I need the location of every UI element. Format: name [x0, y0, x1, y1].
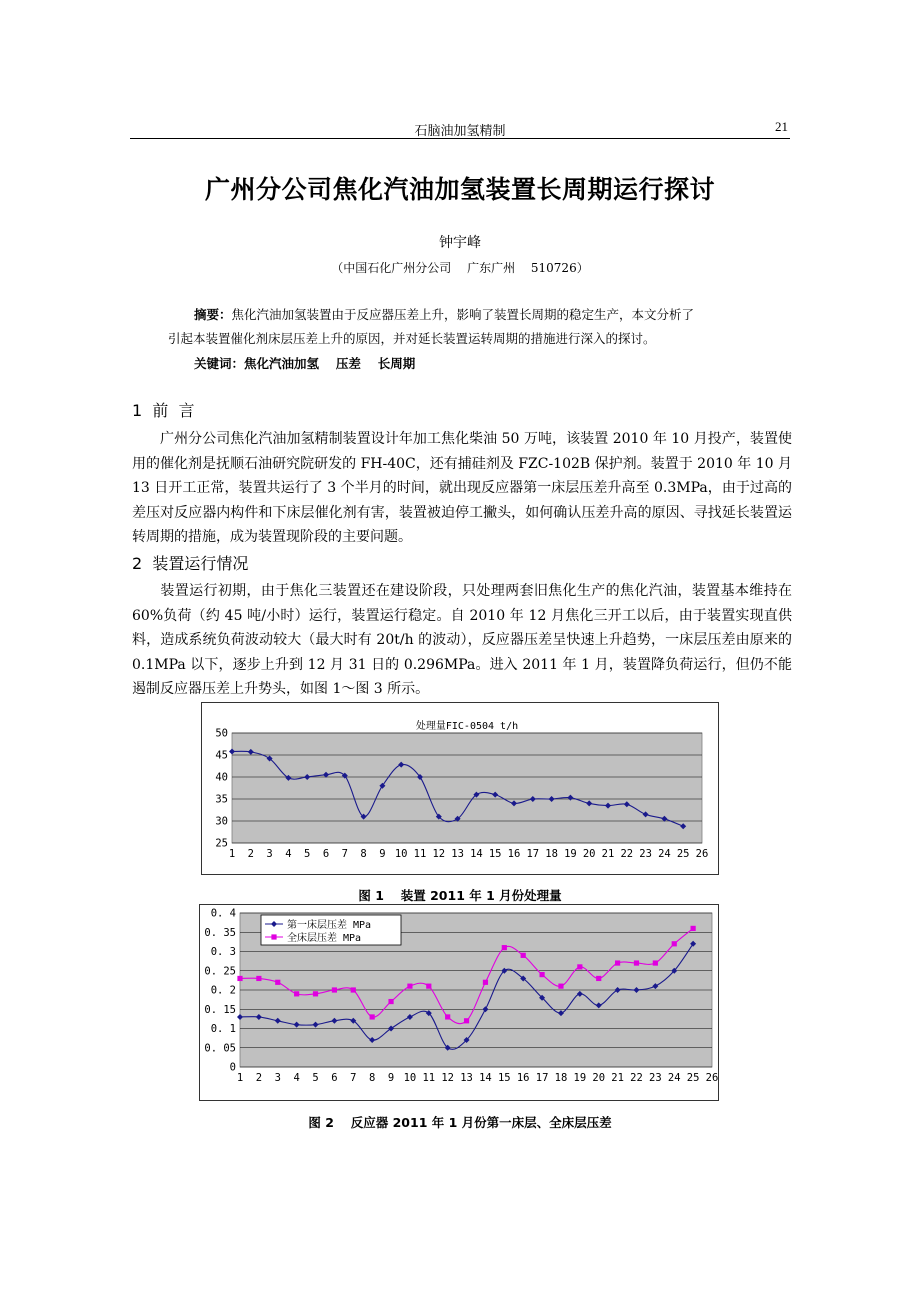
- figure-2-series-2-point: [691, 926, 696, 931]
- figure-2-x-tick-label: 4: [293, 1072, 300, 1084]
- figure-2-series-2-point: [615, 960, 620, 965]
- figure-1-x-tick-label: 12: [432, 848, 446, 860]
- abstract: [168, 303, 768, 351]
- affiliation: （中国石化广州分公司 广东广州 510726）: [331, 261, 589, 275]
- figure-2-x-tick-label: 10: [403, 1072, 417, 1084]
- figure-2-series-2-point: [521, 953, 526, 958]
- figure-2-series-2-point: [407, 984, 412, 989]
- figure-1-x-tick-label: 5: [304, 848, 311, 860]
- figure-1-x-tick-label: 3: [266, 848, 273, 860]
- figure-2-series-2-point: [275, 980, 280, 985]
- figure-2-y-tick-label: 0. 2: [210, 984, 236, 997]
- figure-2-x-tick-label: 2: [255, 1072, 263, 1084]
- figure-2-x-tick-label: 21: [611, 1072, 624, 1084]
- figure-1-x-tick-label: 16: [507, 848, 521, 860]
- figure-2-y-tick-label: 0. 1: [210, 1023, 236, 1035]
- figure-2-x-tick-label: 16: [516, 1072, 530, 1084]
- figure-2-y-tick-label: 0. 25: [204, 965, 236, 978]
- figure-2-x-tick-label: 18: [554, 1072, 568, 1084]
- figure-1-x-tick-label: 14: [470, 848, 483, 860]
- figure-2-series-2-point: [464, 1018, 469, 1023]
- figure-1-y-tick-label: 35: [215, 793, 228, 806]
- figure-2-x-tick-label: 22: [630, 1072, 643, 1084]
- author: 钟宇峰: [439, 235, 481, 251]
- figure-2-series-2-point: [483, 980, 488, 985]
- figure-1-caption: 图 1 装置 2011 年 1 月份处理量: [358, 888, 562, 903]
- figure-2-series-2-point: [388, 999, 393, 1004]
- figure-1-x-tick-label: 11: [413, 848, 427, 860]
- figure-1-x-tick-label: 26: [695, 848, 709, 860]
- figure-2-legend-label: 第一床层压差 MPa: [287, 920, 372, 931]
- figure-2-x-tick-label: 20: [592, 1072, 606, 1084]
- figure-2-series-2-point: [332, 987, 337, 992]
- figure-1-x-tick-label: 9: [379, 848, 386, 860]
- figure-1-y-tick-label: 25: [215, 837, 228, 850]
- section-2-paragraph: [132, 579, 792, 702]
- figure-2-x-tick-label: 8: [368, 1072, 376, 1084]
- figure-2-x-tick-label: 11: [422, 1072, 436, 1084]
- abstract-label: 摘要：: [194, 307, 232, 322]
- figure-2-series-2-point: [351, 987, 356, 992]
- figure-1-x-tick-label: 7: [341, 848, 348, 860]
- figure-1-x-tick-label: 24: [658, 848, 671, 860]
- figure-1-plot-area: [232, 733, 702, 843]
- figure-1-x-tick-label: 6: [322, 848, 330, 860]
- figure-2-legend-marker: [271, 934, 276, 939]
- figure-2-x-tick-label: 13: [460, 1072, 473, 1084]
- figure-1-x-tick-label: 20: [582, 848, 596, 860]
- figure-1-y-tick-label: 50: [215, 727, 228, 740]
- figure-1-frame: [201, 702, 719, 875]
- figure-1-x-tick-label: 25: [676, 848, 690, 860]
- figure-2-series-2-point: [313, 991, 318, 996]
- figure-2-series-2-point: [426, 984, 431, 989]
- figure-2-series-2-point: [558, 984, 563, 989]
- figure-1-y-tick-label: 40: [215, 771, 228, 784]
- figure-1-x-tick-label: 19: [564, 848, 577, 860]
- paper-title: 广州分公司焦化汽油加氢装置长周期运行探讨: [204, 175, 715, 204]
- section-1-paragraph: [132, 427, 792, 550]
- figure-2-series-2-point: [653, 960, 658, 965]
- figure-2-x-tick-label: 7: [350, 1072, 357, 1084]
- figure-2-x-tick-label: 14: [479, 1072, 492, 1084]
- figure-2-x-tick-label: 19: [573, 1072, 587, 1084]
- figure-2-x-tick-label: 15: [497, 1072, 511, 1084]
- figure-2-y-tick-label: 0. 15: [204, 1003, 236, 1016]
- figure-2-x-tick-label: 23: [649, 1072, 662, 1084]
- figure-2-series-2-point: [539, 972, 544, 977]
- figure-1-x-tick-label: 17: [526, 848, 540, 860]
- figure-2-x-tick-label: 9: [387, 1072, 395, 1084]
- figure-2-x-tick-label: 24: [667, 1072, 681, 1084]
- figure-2-frame: [199, 904, 719, 1101]
- figure-2-series-2-point: [237, 976, 242, 981]
- figure-1-x-tick-label: 4: [285, 848, 292, 860]
- section-2-heading: 2 装置运行情况: [132, 554, 249, 573]
- figure-2-x-tick-label: 17: [535, 1072, 549, 1084]
- figure-2-x-tick-label: 6: [331, 1072, 338, 1084]
- section-1-text: 广州分公司焦化汽油加氢精制装置设计年加工焦化柴油 50 万吨，该装置 2010 年 10 月投产，装置使用的催化剂是抚顺石油研究院研发的 FH-40C，还有捕硅剂及 FZC-102B 保护剂。装置于 2010 年 10 月 13 日开工正常，装置共运行了 3 个半月的时间，就出现反应器第一床层压差升高至 0.3MPa，由于过高的差压对反应器内构件和下床层催化剂有害，装置被迫停工撇头，如何确认压差升高的原因、寻找延长装置运转周期的措施，成为装置现阶段的主要问题。: [132, 431, 792, 545]
- figure-2-chart: [200, 905, 718, 1100]
- figure-1-chart: [202, 703, 718, 874]
- figure-1-x-tick-label: 13: [451, 848, 464, 860]
- figure-1-x-tick-label: 18: [545, 848, 558, 860]
- running-title: 石脑油加氢精制: [414, 124, 506, 139]
- figure-1-y-tick-label: 45: [215, 749, 228, 762]
- figure-2-y-tick-label: 0: [229, 1061, 236, 1074]
- figure-2-series-2-point: [577, 964, 582, 969]
- figure-2-series-2-point: [596, 976, 601, 981]
- figure-2-y-tick-label: 0. 3: [210, 946, 236, 958]
- abstract-line-2: 引起本装置催化剂床层压差上升的原因，并对延长装置运转周期的措施进行深入的探讨。: [168, 331, 656, 346]
- figure-2-caption: 图 2 反应器 2011 年 1 月份第一床层、全床层压差: [308, 1115, 612, 1130]
- figure-2-x-tick-label: 12: [441, 1072, 455, 1084]
- section-2-text: 装置运行初期，由于焦化三装置还在建设阶段，只处理两套旧焦化生产的焦化汽油，装置基本维持在 60%负荷（约 45 吨/小时）运行，装置运行稳定。自 2010 年 12 月焦化三开工以后，由于装置实现直供料，造成系统负荷波动较大（最大时有 20t/h 的波动），反应器压差呈快速上升趋势，一床层压差由原来的 0.1MPa 以下，逐步上升到 12 月 31 日的 0.296MPa。进入 2011 年 1 月，装置降负荷运行，但仍不能遏制反应器压差上升势头，如图 1～图 3 所示。: [132, 583, 792, 697]
- figure-1-x-tick-label: 8: [360, 848, 367, 860]
- figure-2-x-tick-label: 25: [686, 1072, 700, 1084]
- figure-1-x-tick-label: 2: [247, 848, 254, 860]
- figure-2-x-tick-label: 26: [705, 1072, 718, 1084]
- keywords: [194, 354, 415, 372]
- figure-1-title: 处理量FIC-0504 t/h: [415, 721, 519, 732]
- figure-2-series-2-point: [370, 1014, 375, 1019]
- figure-1-x-tick-label: 23: [639, 848, 652, 860]
- figure-2-y-tick-label: 0. 05: [204, 1042, 236, 1055]
- figure-1-y-tick-label: 30: [215, 815, 228, 828]
- figure-1-x-tick-label: 10: [394, 848, 408, 860]
- figure-2-y-tick-label: 0. 4: [210, 907, 236, 920]
- figure-2-x-tick-label: 1: [236, 1072, 244, 1084]
- figure-2-y-tick-label: 0. 35: [204, 926, 236, 939]
- figure-2-series-2-point: [445, 1014, 450, 1019]
- section-1-heading: 1 前 言: [132, 401, 195, 420]
- running-header: [130, 118, 790, 139]
- figure-2-series-2-point: [294, 991, 299, 996]
- figure-1-x-tick-label: 22: [620, 848, 634, 860]
- figure-2-x-tick-label: 5: [312, 1072, 319, 1084]
- figure-1-x-tick-label: 1: [228, 848, 236, 860]
- figure-1-x-tick-label: 21: [601, 848, 615, 860]
- figure-2-legend-label: 全床层压差 MPa: [287, 933, 362, 944]
- page-number: 21: [775, 119, 788, 134]
- figure-2-x-tick-label: 3: [274, 1072, 281, 1084]
- abstract-line-1: 焦化汽油加氢装置由于反应器压差上升，影响了装置长周期的稳定生产，本文分析了: [231, 307, 695, 322]
- keywords-label: 关键词：: [194, 356, 245, 371]
- figure-2-series-2-point: [634, 960, 639, 965]
- keywords-text: 焦化汽油加氢 压差 长周期: [244, 356, 416, 371]
- figure-2-series-2-point: [256, 976, 261, 981]
- figure-1-x-tick-label: 15: [488, 848, 502, 860]
- figure-2-series-2-point: [672, 941, 677, 946]
- figure-2-series-2-point: [502, 945, 507, 950]
